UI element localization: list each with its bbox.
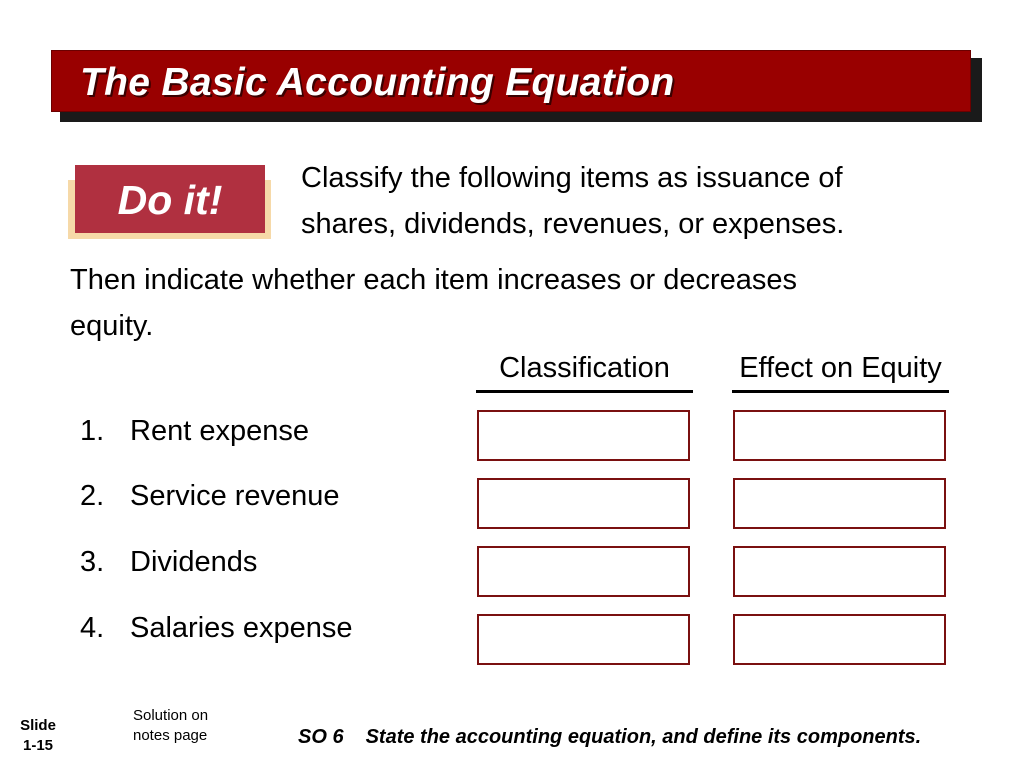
column-underline-classification: [476, 390, 693, 393]
column-underline-effect: [732, 390, 949, 393]
study-objective-text: State the accounting equation, and define its components.: [365, 726, 922, 748]
study-objective-code: SO 6: [298, 726, 344, 748]
instruction-line-1: Then indicate whether each item increases or decreases: [70, 264, 797, 296]
effect-answer-box-1[interactable]: [733, 410, 946, 461]
list-item: [80, 612, 352, 645]
do-it-badge-text: Do it!: [117, 177, 223, 223]
intro-line-1: Classify the following items as issuance of: [301, 162, 843, 194]
title-bar: [51, 50, 971, 112]
classification-answer-box-4[interactable]: [477, 614, 690, 665]
effect-answer-box-2[interactable]: [733, 478, 946, 529]
classification-answer-box-1[interactable]: [477, 410, 690, 461]
intro-line-2: shares, dividends, revenues, or expenses.: [301, 208, 845, 240]
item-number: 1.: [80, 415, 105, 447]
list-item: [80, 546, 257, 579]
solution-note-line-1: Solution on: [133, 707, 209, 724]
item-label: Salaries expense: [130, 612, 353, 644]
effect-answer-box-3[interactable]: [733, 546, 946, 597]
item-label: Service revenue: [130, 480, 340, 512]
column-header-classification: Classification: [499, 352, 670, 384]
list-item: [80, 480, 340, 513]
instruction-line-2: equity.: [70, 310, 154, 342]
slide-number: [14, 716, 62, 756]
solution-note: [133, 706, 208, 746]
classification-answer-box-3[interactable]: [477, 546, 690, 597]
study-objective: [298, 726, 921, 749]
item-number: 3.: [80, 546, 105, 578]
item-number: 4.: [80, 612, 105, 644]
instruction-text: [70, 257, 970, 349]
do-it-badge: [68, 160, 271, 239]
slide-number-text: 1-15: [22, 737, 54, 754]
effect-answer-box-4[interactable]: [733, 614, 946, 665]
slide-label-text: Slide: [20, 717, 56, 734]
item-number: 2.: [80, 480, 105, 512]
page-title: The Basic Accounting Equation: [80, 61, 675, 104]
classification-answer-box-2[interactable]: [477, 478, 690, 529]
column-header-effect-on-equity: Effect on Equity: [739, 352, 942, 384]
item-label: Rent expense: [130, 415, 309, 447]
item-label: Dividends: [130, 546, 258, 578]
solution-note-line-2: notes page: [133, 727, 208, 744]
list-item: [80, 415, 309, 448]
intro-text: [301, 155, 1001, 247]
